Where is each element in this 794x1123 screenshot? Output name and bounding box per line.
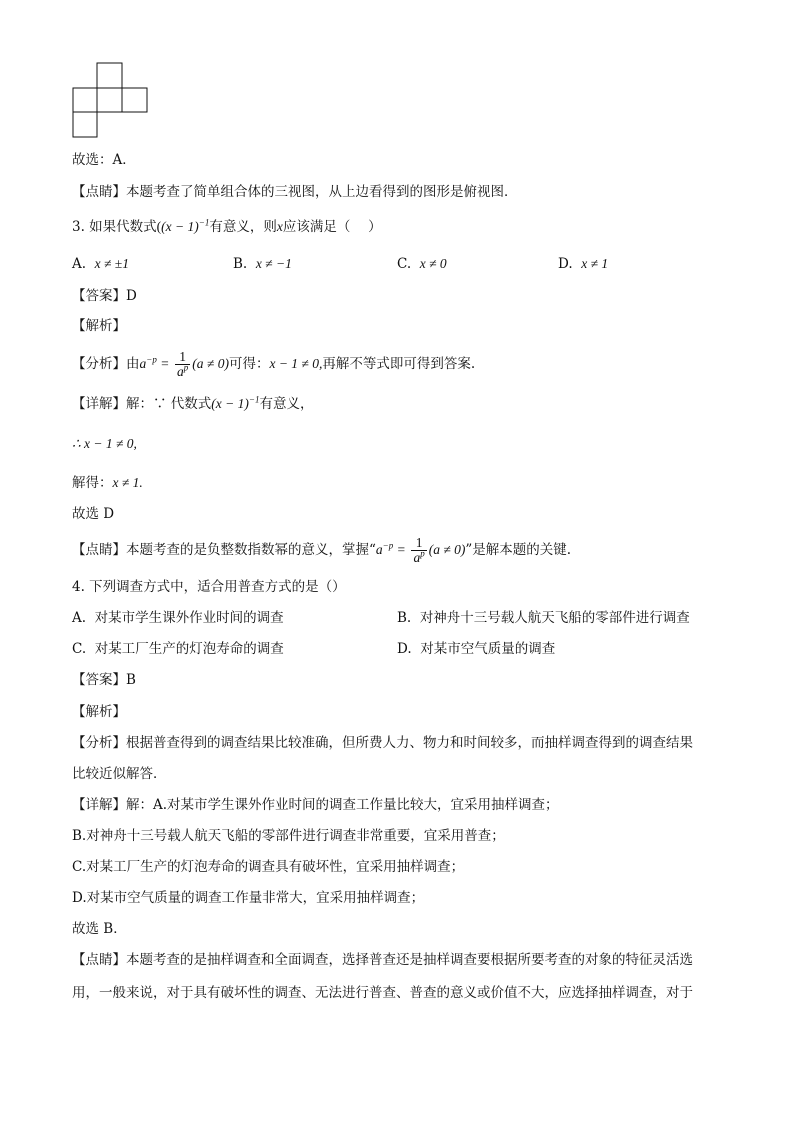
q3-option-a: A. x ≠ ±1 — [72, 256, 129, 272]
q3-option-d: D. x ≠ 1 — [558, 256, 609, 272]
q3-dianjing: 【点睛】本题考查的是负整数指数幂的意义，掌握“$a^{-p}$ = $\frac{1}{a^p}$ (a ≠ 0)”是解本题的关键. — [72, 535, 572, 565]
q4-xiangjie-b: B.对神舟十三号载人航天飞船的零部件进行调查非常重要，宜采用普查； — [72, 828, 505, 844]
question-3 — [72, 217, 382, 237]
q3-therefore: ∴ x − 1 ≠ 0, — [72, 436, 137, 451]
q3-stem-end: 应该满足（ ） — [282, 219, 382, 235]
grid-cell — [97, 88, 122, 112]
q4-fenxi-line-1: 【分析】根据普查得到的调查结果比较准确，但所费人力、物力和时间较多，而抽样调查得到的调查结果 — [72, 735, 693, 751]
q4-option-a: A. 对某市学生课外作业时间的调查 — [72, 610, 284, 626]
q3-answer: 【答案】D — [72, 288, 137, 304]
q4-dianjing-line-1: 【点睛】本题考查的是抽样调查和全面调查，选择普查还是抽样调查要根据所要考查的对象的特征灵活选 — [72, 952, 693, 968]
q3-jiede: 解得：x ≠ 1. — [72, 475, 143, 491]
q3-fenxi-fraction: $\frac{1}{a^p}$ — [177, 349, 189, 379]
q4-xiangjie-c: C.对某工厂生产的灯泡寿命的调查具有破坏性，宜采用抽样调查； — [72, 859, 465, 875]
q4-option-d: D. 对某市空气质量的调查 — [397, 641, 556, 657]
choose-answer-line: 故选：A． — [72, 152, 136, 168]
q4-xiangjie-d: D.对某市空气质量的调查工作量非常大，宜采用抽样调查； — [72, 890, 425, 906]
question-4: 4. 下列调查方式中，适合用普查方式的是（） — [72, 579, 346, 595]
q3-stem-start: 3. 如果代数式 — [72, 219, 157, 235]
q3-variable: x — [276, 219, 283, 234]
grid-cell — [122, 88, 147, 112]
grid-cell — [73, 88, 97, 112]
q3-xiangjie: 【详解】解：∵ 代数式$(x - 1)^{-1}$有意义， — [72, 394, 314, 412]
q3-stem-mid: 有意义，则 — [209, 219, 277, 235]
q3-choose: 故选 D — [72, 506, 115, 522]
q3-option-c: C. x ≠ 0 — [397, 256, 447, 272]
q4-option-c: C. 对某工厂生产的灯泡寿命的调查 — [72, 641, 284, 657]
q3-fenxi: 【分析】由$a^{-p}$ = $\frac{1}{a^p}$ (a ≠ 0)可得：x − 1 ≠ 0,再解不等式即可得到答案. — [72, 349, 476, 379]
top-view-figure — [72, 62, 152, 140]
q3-option-b: B. x ≠ −1 — [233, 256, 292, 272]
q4-choose: 故选 B． — [72, 921, 127, 937]
q3-jiexi-heading: 【解析】 — [72, 318, 126, 334]
q4-answer: 【答案】B — [72, 672, 136, 688]
q4-fenxi-line-2: 比较近似解答． — [72, 766, 167, 782]
q4-xiangjie-a: 【详解】解：A.对某市学生课外作业时间的调查工作量比较大，宜采用抽样调查； — [72, 797, 559, 813]
grid-cell — [97, 63, 122, 88]
q3-dianjing-fraction: $\frac{1}{a^p}$ — [413, 535, 425, 565]
q4-option-b: B. 对神舟十三号载人航天飞船的零部件进行调查 — [397, 610, 690, 626]
q4-jiexi-heading: 【解析】 — [72, 704, 126, 720]
q3-expression: ($(x - 1)^{-1}$ — [156, 217, 210, 234]
dianjing-q2: 【点睛】本题考查了简单组合体的三视图，从上边看得到的图形是俯视图． — [72, 184, 518, 200]
q4-dianjing-line-2: 用，一般来说，对于具有破坏性的调查、无法进行普查、普查的意义或价值不大，应选择抽样调查，对于 — [72, 985, 693, 1001]
grid-cell — [73, 112, 97, 137]
